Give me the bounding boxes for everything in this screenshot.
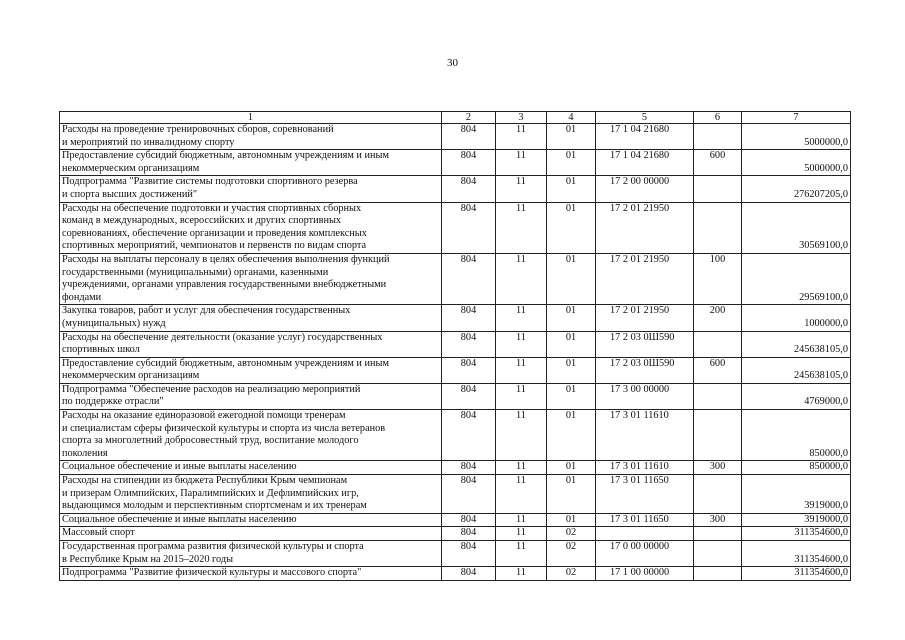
row-amount: 276207205,0 [742, 176, 851, 202]
row-grbs-code: 804 [442, 461, 496, 475]
row-amount: 311354600,0 [742, 541, 851, 567]
row-grbs-code: 804 [442, 305, 496, 331]
row-subsection-code: 01 [547, 513, 596, 527]
row-expense-type-code: 100 [694, 253, 742, 304]
row-amount: 311354600,0 [742, 567, 851, 581]
row-subsection-code: 01 [547, 305, 596, 331]
row-expense-type-code: 600 [694, 150, 742, 176]
row-description: Социальное обеспечение и иные выплаты населению [60, 461, 442, 475]
row-description: Массовый спорт [60, 527, 442, 541]
column-header-grbs: 2 [442, 112, 496, 124]
row-section-code: 11 [496, 176, 547, 202]
table-row [60, 567, 851, 581]
row-target-article-code: 17 3 01 11650 [596, 475, 694, 514]
row-expense-type-code [694, 202, 742, 253]
row-subsection-code: 01 [547, 475, 596, 514]
row-section-code: 11 [496, 202, 547, 253]
row-description: Расходы на стипендии из бюджета Республики Крым чемпионам и призерам Олимпийских, Паралимпийских и Дефлимпийских игр, выдающимся молодым и перспективным спортсменам и их тренерам [60, 475, 442, 514]
row-section-code: 11 [496, 410, 547, 461]
row-amount: 5000000,0 [742, 150, 851, 176]
row-grbs-code: 804 [442, 541, 496, 567]
row-description: Государственная программа развития физической культуры и спорта в Республике Крым на 2015–2020 годы [60, 541, 442, 567]
row-expense-type-code [694, 475, 742, 514]
table-row [60, 150, 851, 176]
row-amount: 311354600,0 [742, 527, 851, 541]
table-row [60, 357, 851, 383]
row-section-code: 11 [496, 150, 547, 176]
row-subsection-code: 01 [547, 383, 596, 409]
row-description: Подпрограмма "Развитие физической культуры и массового спорта" [60, 567, 442, 581]
table-row [60, 513, 851, 527]
row-expense-type-code [694, 176, 742, 202]
row-grbs-code: 804 [442, 202, 496, 253]
row-description: Расходы на обеспечение подготовки и участия спортивных сборных команд в международных, всероссийских и других спортивных соревнованиях, обеспечение организации и проведения комплексных спортивных мероприятий, чемпионатов и первенств по видам спорта [60, 202, 442, 253]
table-header-row [60, 112, 851, 124]
row-grbs-code: 804 [442, 176, 496, 202]
row-target-article-code: 17 1 00 00000 [596, 567, 694, 581]
row-subsection-code: 02 [547, 567, 596, 581]
row-expense-type-code [694, 567, 742, 581]
row-amount: 1000000,0 [742, 305, 851, 331]
row-description: Расходы на оказание единоразовой ежегодной помощи тренерам и специалистам сферы физической культуры и спорта из числа ветеранов спорта за многолетний добросовестный труд, воспитание молодого поколения [60, 410, 442, 461]
row-amount: 245638105,0 [742, 357, 851, 383]
row-target-article-code: 17 1 04 21680 [596, 150, 694, 176]
row-section-code: 11 [496, 541, 547, 567]
row-section-code: 11 [496, 331, 547, 357]
column-header-amount: 7 [742, 112, 851, 124]
table-row [60, 176, 851, 202]
row-target-article-code: 17 3 00 00000 [596, 383, 694, 409]
row-section-code: 11 [496, 383, 547, 409]
row-target-article-code: 17 2 01 21950 [596, 305, 694, 331]
row-description: Расходы на проведение тренировочных сборов, соревнований и мероприятий по инвалидному спорту [60, 124, 442, 150]
row-amount: 245638105,0 [742, 331, 851, 357]
row-target-article-code: 17 3 01 11610 [596, 461, 694, 475]
row-grbs-code: 804 [442, 527, 496, 541]
table-row [60, 475, 851, 514]
table-row [60, 541, 851, 567]
budget-table [59, 111, 851, 581]
row-expense-type-code [694, 541, 742, 567]
table-row [60, 305, 851, 331]
column-header-section: 3 [496, 112, 547, 124]
row-target-article-code: 17 2 03 0Ш590 [596, 331, 694, 357]
row-expense-type-code [694, 124, 742, 150]
row-description: Расходы на выплаты персоналу в целях обеспечения выполнения функций государственными (муниципальными) органами, казенными учреждениями, органами управления государственными внебюджетными фондами [60, 253, 442, 304]
table-row [60, 461, 851, 475]
row-amount: 850000,0 [742, 461, 851, 475]
column-header-target-article: 5 [596, 112, 694, 124]
row-subsection-code: 01 [547, 461, 596, 475]
page-number: 30 [447, 57, 458, 69]
row-subsection-code: 01 [547, 150, 596, 176]
table-row [60, 331, 851, 357]
row-expense-type-code [694, 331, 742, 357]
column-header-expense-type: 6 [694, 112, 742, 124]
row-description: Социальное обеспечение и иные выплаты населению [60, 513, 442, 527]
row-subsection-code: 01 [547, 124, 596, 150]
row-expense-type-code [694, 527, 742, 541]
table-row [60, 124, 851, 150]
row-section-code: 11 [496, 357, 547, 383]
row-subsection-code: 01 [547, 176, 596, 202]
row-target-article-code: 17 0 00 00000 [596, 541, 694, 567]
table-row [60, 253, 851, 304]
row-amount: 3919000,0 [742, 513, 851, 527]
row-subsection-code: 01 [547, 202, 596, 253]
row-subsection-code: 02 [547, 527, 596, 541]
row-description: Расходы на обеспечение деятельности (оказание услуг) государственных спортивных школ [60, 331, 442, 357]
row-section-code: 11 [496, 513, 547, 527]
row-amount: 5000000,0 [742, 124, 851, 150]
row-grbs-code: 804 [442, 475, 496, 514]
row-subsection-code: 02 [547, 541, 596, 567]
row-expense-type-code: 300 [694, 461, 742, 475]
column-header-name: 1 [60, 112, 442, 124]
row-amount: 29569100,0 [742, 253, 851, 304]
table-row [60, 410, 851, 461]
row-grbs-code: 804 [442, 513, 496, 527]
row-description: Закупка товаров, работ и услуг для обеспечения государственных (муниципальных) нужд [60, 305, 442, 331]
row-description: Подпрограмма "Развитие системы подготовки спортивного резерва и спорта высших достижений" [60, 176, 442, 202]
row-description: Предоставление субсидий бюджетным, автономным учреждениям и иным некоммерческим организациям [60, 150, 442, 176]
row-grbs-code: 804 [442, 567, 496, 581]
row-target-article-code: 17 1 04 21680 [596, 124, 694, 150]
row-target-article-code: 17 2 01 21950 [596, 253, 694, 304]
table-row [60, 527, 851, 541]
row-target-article-code: 17 2 00 00000 [596, 176, 694, 202]
row-expense-type-code: 200 [694, 305, 742, 331]
table-row [60, 383, 851, 409]
row-section-code: 11 [496, 124, 547, 150]
table-row [60, 202, 851, 253]
row-grbs-code: 804 [442, 357, 496, 383]
row-target-article-code: 17 2 01 21950 [596, 202, 694, 253]
row-section-code: 11 [496, 527, 547, 541]
row-amount: 850000,0 [742, 410, 851, 461]
row-amount: 3919000,0 [742, 475, 851, 514]
row-grbs-code: 804 [442, 383, 496, 409]
row-subsection-code: 01 [547, 331, 596, 357]
row-description: Предоставление субсидий бюджетным, автономным учреждениям и иным некоммерческим организациям [60, 357, 442, 383]
row-grbs-code: 804 [442, 410, 496, 461]
row-section-code: 11 [496, 475, 547, 514]
row-target-article-code: 17 3 01 11650 [596, 513, 694, 527]
row-target-article-code: 17 3 01 11610 [596, 410, 694, 461]
row-expense-type-code [694, 410, 742, 461]
row-subsection-code: 01 [547, 410, 596, 461]
row-subsection-code: 01 [547, 253, 596, 304]
row-grbs-code: 804 [442, 124, 496, 150]
row-expense-type-code: 300 [694, 513, 742, 527]
row-section-code: 11 [496, 567, 547, 581]
row-grbs-code: 804 [442, 331, 496, 357]
row-amount: 30569100,0 [742, 202, 851, 253]
row-section-code: 11 [496, 253, 547, 304]
column-header-subsection: 4 [547, 112, 596, 124]
row-section-code: 11 [496, 305, 547, 331]
row-target-article-code: 17 2 03 0Ш590 [596, 357, 694, 383]
row-expense-type-code: 600 [694, 357, 742, 383]
row-expense-type-code [694, 383, 742, 409]
row-description: Подпрограмма "Обеспечение расходов на реализацию мероприятий по поддержке отрасли" [60, 383, 442, 409]
row-grbs-code: 804 [442, 150, 496, 176]
row-grbs-code: 804 [442, 253, 496, 304]
row-target-article-code [596, 527, 694, 541]
row-section-code: 11 [496, 461, 547, 475]
row-subsection-code: 01 [547, 357, 596, 383]
row-amount: 4769000,0 [742, 383, 851, 409]
